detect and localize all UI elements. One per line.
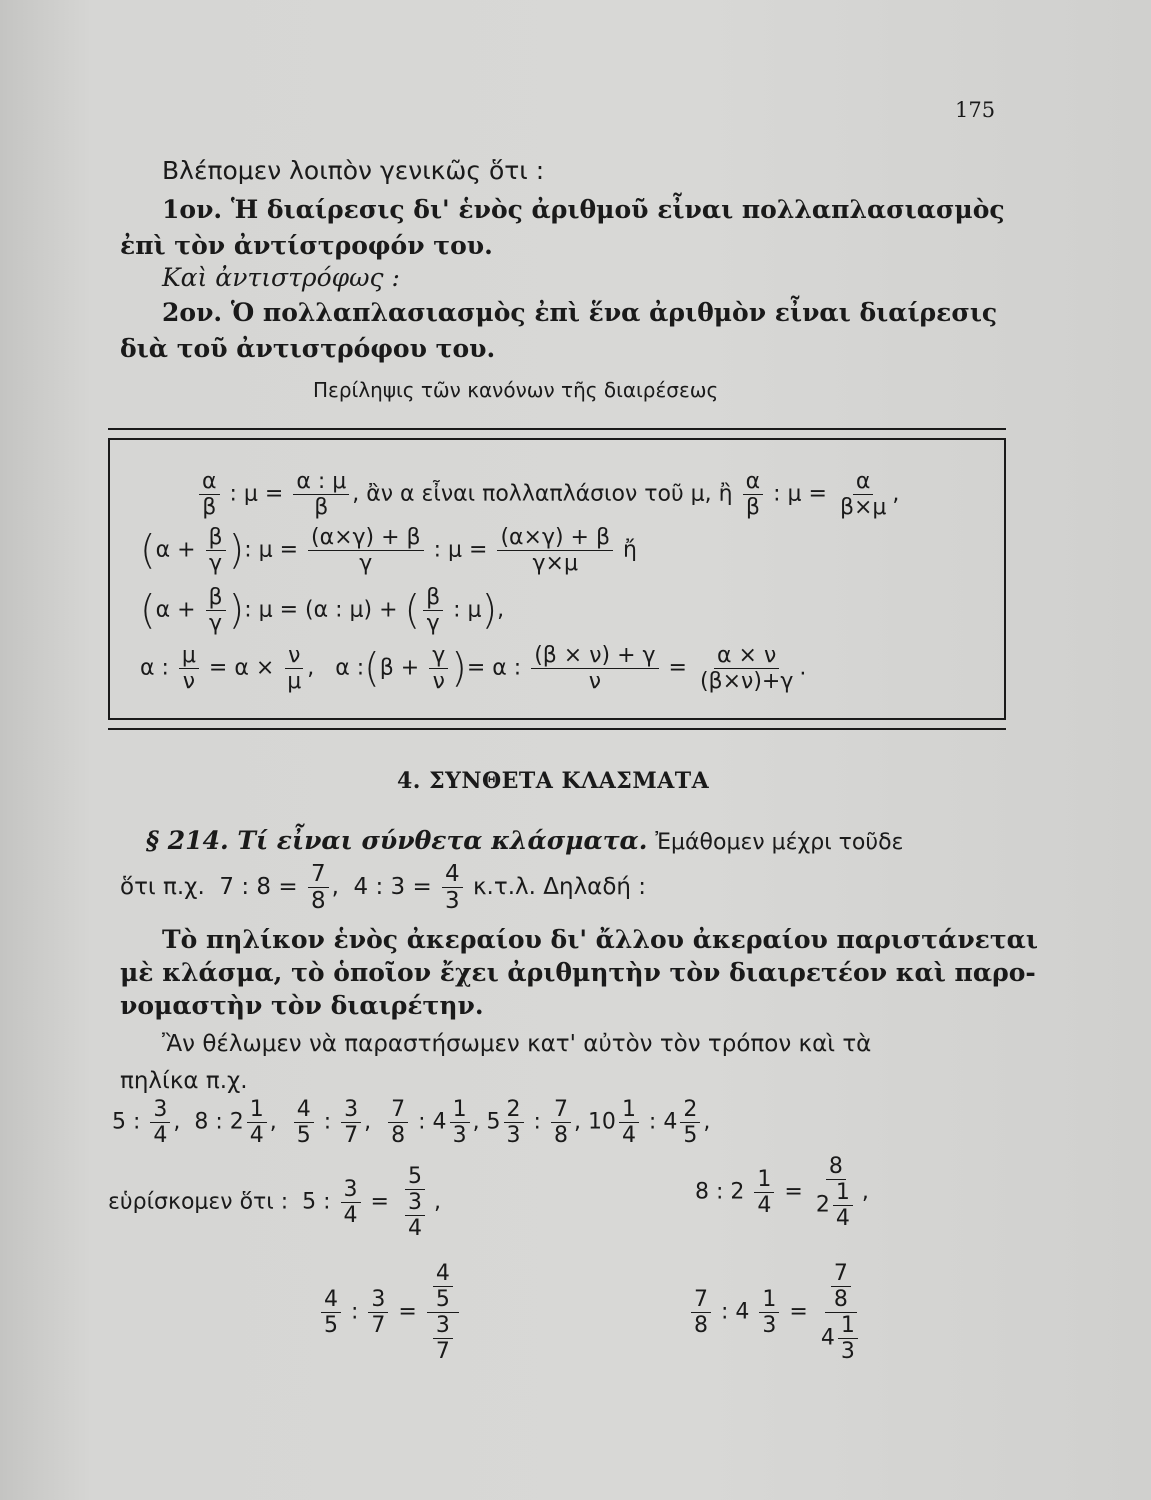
rule2-line2: διὰ τοῦ ἀντιστρόφου του. (120, 334, 496, 363)
formula-2-eta: ἤ (623, 537, 637, 563)
page-number: 175 (955, 98, 996, 122)
compound-8-div-2-1-4: 8 : 2 $\frac{1}{4}$ = 8 2 $\frac{1}{4}$ , (695, 1154, 869, 1232)
represent-line1: Ἂν θέλωμεν νὰ παραστήσωμεν κατ' αὐτὸν τὸν τρόπον καὶ τὰ (162, 1031, 872, 1057)
formula-1-text: ἂν α εἶναι πολλαπλάσιον τοῦ μ, ἢ (366, 481, 733, 507)
para-214-line2: ὅτι π.χ. 7 : 8 = $\frac{7}{8}$ , 4 : 3 = $\frac{4}{3}$ κ.τ.λ. Δηλαδή : (120, 861, 647, 915)
section-heading: 4. ΣΥΝΘΕΤΑ ΚΛΑΣΜΑΤΑ (397, 768, 710, 794)
bold-rule-line1: Τὸ πηλίκον ἑνὸς ἀκεραίου δι' ἄλλου ἀκεραίου παριστάνεται (162, 925, 1039, 954)
summary-title: Περίληψις τῶν κανόνων τῆς διαιρέσεως (313, 378, 719, 402)
para-214-line1 (146, 826, 903, 855)
bold-rule-line3: νομαστὴν τὸν διαιρέτην. (120, 991, 484, 1020)
represent-line2: πηλίκα π.χ. (120, 1068, 248, 1094)
para-214-line2-start: ὅτι π.χ. (120, 874, 205, 901)
intro-line: Βλέπομεν λοιπὸν γενικῶς ὅτι : (162, 156, 545, 185)
compound-7-8-div-4-1-3: $\frac{7}{8}$ : 4 $\frac{1}{3}$ = $\frac{7}{8}$ 4 $\frac{1}{3}$ (688, 1262, 867, 1363)
para-214-line2-end: κ.τ.λ. Δηλαδή : (473, 874, 647, 901)
formula-1: $\frac{\alpha}{\beta}$ : μ = $\frac{\alpha : \mu}{\beta}$ , ἂν α εἶναι πολλαπλάσιον τοῦ μ, ἢ $\frac{\alpha}{\beta}$ : μ = $\frac{\alpha}{\beta\times\mu}$ , (196, 470, 899, 519)
find-line: εὑρίσκομεν ὅτι : 5 : $\frac{3}{4}$ = $\frac{5}{\frac{3}{4}}$ , (108, 1164, 441, 1242)
rule1-line1: 1ον. Ἡ διαίρεσις δι' ἑνὸς ἀριθμοῦ εἶναι πολλαπλασιασμὸς (162, 195, 1005, 224)
quotients-list: 5 : $\frac{3}{4}$ , 8 : 2 $\frac{1}{4}$ , $\frac{4}{5}$ : $\frac{3}{7}$ , $\frac{7}{8}$ : 4 $\frac{1}{3}$ , 5 $\frac{2}{3}$ : $\frac{7}{8}$ , 10 $\frac{1}{4}$ : 4 $\frac{2}{5}$ , (112, 1097, 711, 1149)
rules-summary-box (108, 438, 1006, 720)
para-214-title: § 214. Τί εἶναι σύνθετα κλάσματα. (146, 826, 648, 855)
bold-rule-line2: μὲ κλάσμα, τὸ ὁποῖον ἔχει ἀριθμητὴν τὸν διαιρετέον καὶ παρο- (120, 958, 1036, 987)
formula-4: α : $\frac{\mu}{\nu}$ = α × $\frac{\nu}{\mu}$ , α :(β + $\frac{\gamma}{\nu}$ )= α : $\frac{(\beta \times \nu) + \gamma}{\nu}$ = $\frac{\alpha \times \nu}{(\beta\times\nu)+\gamma}$ . (140, 643, 807, 695)
find-text: εὑρίσκομεν ὅτι : (108, 1189, 289, 1215)
para-214-rest: Ἐμάθομεν μέχρι τοῦδε (655, 830, 904, 855)
formula-3: (α + $\frac{\beta}{\gamma}$ ): μ = (α : μ) + ( $\frac{\beta}{\gamma}$ : μ), (140, 585, 505, 637)
rule1-line2: ἐπὶ τὸν ἀντίστροφόν του. (120, 231, 493, 260)
formula-2: (α + $\frac{\beta}{\gamma}$ ): μ = $\frac{(\alpha\times\gamma) + \beta}{\gamma}$ : μ = $\frac{(\alpha\times\gamma) + \beta}{\gamma\times\mu}$ ἤ (140, 525, 637, 577)
conversely-line: Καὶ ἀντιστρόφως : (162, 263, 400, 292)
rule2-line1: 2ον. Ὁ πολλαπλασιασμὸς ἐπὶ ἕνα ἀριθμὸν εἶναι διαίρεσις (162, 298, 998, 327)
compound-4-5-div-3-7: $\frac{4}{5}$ : $\frac{3}{7}$ = $\frac{\frac{4}{5}}{\frac{3}{7}}$ (318, 1262, 462, 1363)
